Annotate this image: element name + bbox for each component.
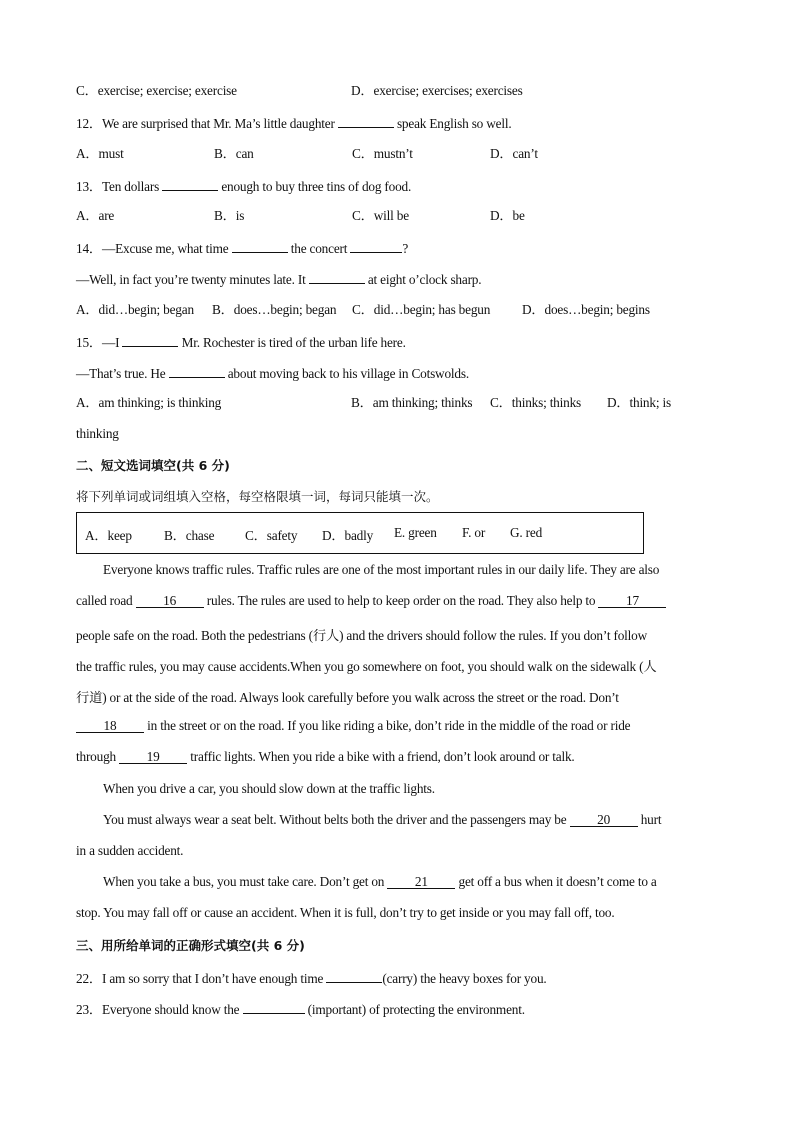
q23-stem-a: 23．Everyone should know the bbox=[76, 1002, 240, 1017]
q14-stem-a: 14．—Excuse me, what time bbox=[76, 241, 229, 256]
blank-17[interactable]: 17 bbox=[598, 593, 666, 608]
q13-stem-a: 13．Ten dollars bbox=[76, 179, 160, 194]
passage-text: traffic lights. When you ride a bike with a friend, don’t look around or talk. bbox=[190, 749, 575, 764]
section3-title: 三、用所给单词的正确形式填空(共 6 分) bbox=[76, 938, 305, 953]
word-option-a: A．keep bbox=[85, 528, 132, 543]
word-bank-box bbox=[76, 512, 644, 554]
q11-option-c: C．exercise; exercise; exercise bbox=[76, 83, 237, 98]
q13-stem bbox=[76, 176, 411, 196]
word-option-g: G. red bbox=[510, 525, 543, 540]
q13-blank[interactable] bbox=[162, 176, 218, 191]
word-option-c: C．safety bbox=[245, 528, 298, 543]
passage-text: When you take a bus, you must take care. Don’t get on bbox=[103, 874, 385, 889]
q14-stem-b: the concert bbox=[290, 241, 348, 256]
q12-stem-b: speak English so well. bbox=[396, 116, 512, 131]
q13-option-d[interactable]: D．be bbox=[490, 208, 525, 223]
q13-option-c[interactable]: C．will be bbox=[352, 208, 409, 223]
passage-p3-line2: in a sudden accident. bbox=[76, 843, 184, 858]
q13-stem-b: enough to buy three tins of dog food. bbox=[221, 179, 412, 194]
q13-option-a[interactable]: A．are bbox=[76, 208, 115, 223]
q15-line2-a: —That’s true. He bbox=[76, 366, 166, 381]
q12-stem-a: 12．We are surprised that Mr. Ma’s little daughter bbox=[76, 116, 335, 131]
passage-p1-line6 bbox=[76, 718, 716, 734]
q23-blank[interactable] bbox=[243, 999, 305, 1014]
passage-p2: When you drive a car, you should slow down at the traffic lights. bbox=[103, 781, 435, 796]
q15-option-c[interactable]: C．thinks; thinks bbox=[490, 395, 582, 410]
passage-text: You must always wear a seat belt. Without belts both the driver and the passengers may be bbox=[103, 812, 567, 827]
q14-option-c[interactable]: C．did…begin; has begun bbox=[352, 302, 491, 317]
q15-option-d[interactable]: D．think; is bbox=[607, 395, 671, 410]
q14-line2-b: at eight o’clock sharp. bbox=[367, 272, 482, 287]
q22-blank[interactable] bbox=[326, 968, 382, 983]
q12-option-c[interactable]: C．mustn’t bbox=[352, 146, 413, 161]
q13-option-b[interactable]: B．is bbox=[214, 208, 245, 223]
q12-blank[interactable] bbox=[338, 113, 394, 128]
blank-19[interactable]: 19 bbox=[119, 749, 187, 764]
q15-blank-1[interactable] bbox=[122, 332, 178, 347]
q14-blank-2[interactable] bbox=[350, 238, 402, 253]
word-option-b: B．chase bbox=[164, 528, 215, 543]
q14-stem bbox=[76, 238, 408, 258]
q14-option-b[interactable]: B．does…begin; began bbox=[212, 302, 337, 317]
q14-stem-c: ? bbox=[402, 241, 409, 256]
q15-option-b[interactable]: B．am thinking; thinks bbox=[351, 395, 473, 410]
q15-blank-2[interactable] bbox=[169, 363, 225, 378]
q15-option-a[interactable]: A．am thinking; is thinking bbox=[76, 395, 222, 410]
passage-text: called road bbox=[76, 593, 133, 608]
q14-option-d[interactable]: D．does…begin; begins bbox=[522, 302, 650, 317]
passage-text: get off a bus when it doesn’t come to a bbox=[458, 874, 657, 889]
passage-p1-line5: 行道) or at the side of the road. Always look carefully before you walk across the street or the road. Don’t bbox=[76, 690, 619, 705]
passage-text: through bbox=[76, 749, 116, 764]
q14-line2-a: —Well, in fact you’re twenty minutes late. It bbox=[76, 272, 306, 287]
word-option-e: E. green bbox=[394, 525, 437, 540]
blank-18[interactable]: 18 bbox=[76, 718, 144, 733]
blank-21[interactable]: 21 bbox=[387, 874, 455, 889]
word-option-f: F. or bbox=[462, 525, 486, 540]
passage-text: in the street or on the road. If you like riding a bike, don’t ride in the middle of the road or ride bbox=[147, 718, 631, 733]
passage-p1-line1: Everyone knows traffic rules. Traffic rules are one of the most important rules in our daily life. They are also bbox=[103, 562, 660, 577]
q12-stem bbox=[76, 113, 511, 133]
q22-stem-a: 22．I am so sorry that I don’t have enough time bbox=[76, 971, 324, 986]
q12-option-a[interactable]: A．must bbox=[76, 146, 124, 161]
passage-p1-line3: people safe on the road. Both the pedestrians (行人) and the drivers should follow the rules. If you don’t follow bbox=[76, 628, 647, 643]
q22-stem-b: (carry) the heavy boxes for you. bbox=[382, 971, 547, 986]
q15-line2 bbox=[76, 363, 469, 383]
q15-stem-b: Mr. Rochester is tired of the urban life here. bbox=[181, 335, 406, 350]
q15-stem-a: 15．—I bbox=[76, 335, 120, 350]
q15-option-d-cont: thinking bbox=[76, 426, 119, 441]
q14-line2 bbox=[76, 269, 481, 289]
q23-stem-b: (important) of protecting the environment. bbox=[307, 1002, 525, 1017]
section2-title: 二、短文选词填空(共 6 分) bbox=[76, 458, 230, 473]
q12-option-d[interactable]: D．can’t bbox=[490, 146, 538, 161]
passage-p4-line2: stop. You may fall off or cause an accident. When it is full, don’t try to get inside or you may fall off, too. bbox=[76, 905, 615, 920]
blank-20[interactable]: 20 bbox=[570, 812, 638, 827]
q15-line2-b: about moving back to his village in Cotswolds. bbox=[227, 366, 469, 381]
passage-p1-line4: the traffic rules, you may cause accidents.When you go somewhere on foot, you should walk on the sidewalk (人 bbox=[76, 659, 657, 674]
passage-p1-line7 bbox=[76, 749, 716, 765]
blank-16[interactable]: 16 bbox=[136, 593, 204, 608]
passage-p4-line1 bbox=[103, 874, 743, 890]
q11-option-d: D．exercise; exercises; exercises bbox=[351, 83, 523, 98]
q12-option-b[interactable]: B．can bbox=[214, 146, 254, 161]
q23 bbox=[76, 999, 525, 1019]
q15-stem bbox=[76, 332, 406, 352]
passage-p3-line1 bbox=[103, 812, 743, 828]
word-option-d: D．badly bbox=[322, 528, 374, 543]
q22 bbox=[76, 968, 547, 988]
passage-text: rules. The rules are used to help to keep order on the road. They also help to bbox=[206, 593, 596, 608]
q14-blank-1[interactable] bbox=[232, 238, 288, 253]
passage-text: hurt bbox=[640, 812, 662, 827]
section2-instruction: 将下列单词或词组填入空格，每空格限填一词，每词只能填一次。 bbox=[76, 489, 439, 504]
q14-option-a[interactable]: A．did…begin; began bbox=[76, 302, 194, 317]
q14-blank-3[interactable] bbox=[309, 269, 365, 284]
passage-p1-line2 bbox=[76, 593, 716, 609]
